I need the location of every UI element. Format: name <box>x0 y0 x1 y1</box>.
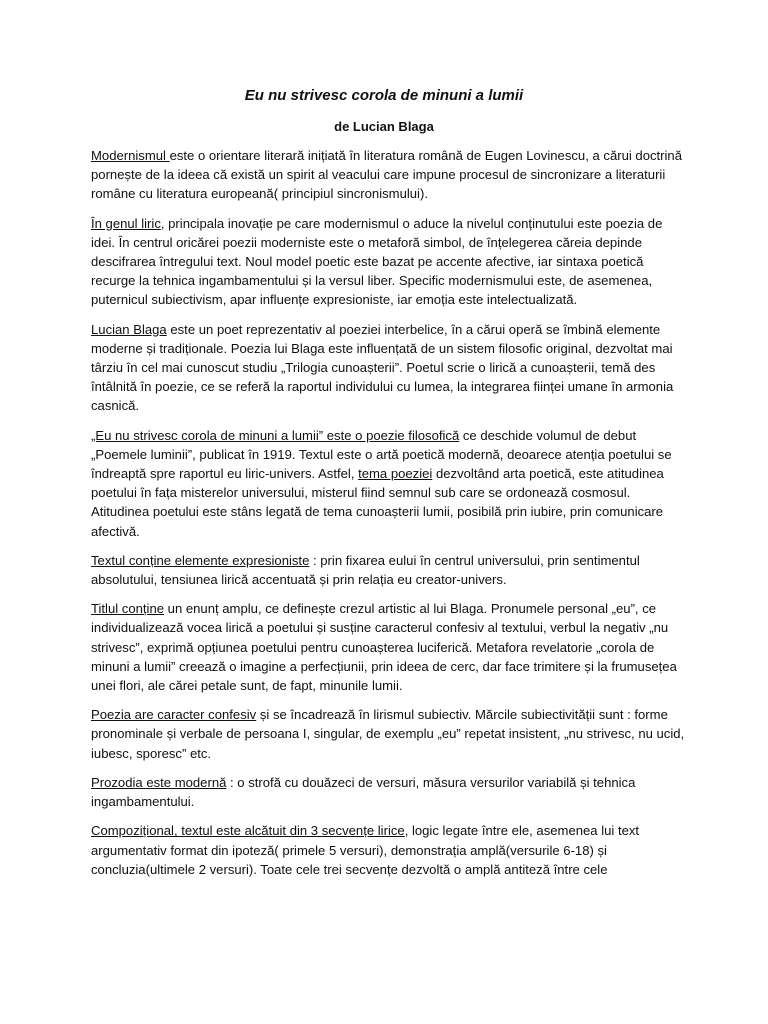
document-title: Eu nu strivesc corola de minuni a lumii <box>244 87 524 104</box>
paragraph-text: și se încadrează în lirismul subiectiv. Mărcile subiectivității sunt : forme pronominale și verbale de persoana I, singular, de exemplu „eu” repetat insistent, „nu strivesc, nu ucid, iubesc, sporesc” etc. <box>91 707 685 761</box>
paragraph <box>91 705 687 763</box>
paragraph-text: un enunț amplu, ce definește crezul artistic al lui Blaga. Pronumele personal „eu”, ce individualizează vocea lirică a poetului și susține caracterul confesiv al textului, verbul la negativ „nu strivesc”, exprimă opțiunea poetului pentru cunoașterea luciferică. Metafora revelatorie „corola de minuni a lumii” creează o imagine a perfecțiunii, prin ideea de cerc, dar face trimitere și la frumusețea unei flori, ale cărei petale sunt, de fapt, minunile lumii. <box>91 601 677 694</box>
paragraph-text: este un poet reprezentativ al poeziei interbelice, în a cărui operă se îmbină elemente moderne și tradiționale. Poezia lui Blaga este influențată de un sistem filosofic original, dezvoltat mai târziu în cel mai cunoscut studiu „Trilogia cunoașterii”. Poetul scrie o lirică a cunoașterii, temă des întâlnită în poezie, ce se referă la raportul individului cu lumea, la integrarea ființei umane în armonia casnică. <box>91 321 674 414</box>
underlined-term: Lucian Blaga <box>91 321 167 337</box>
underlined-term: Titlul conține <box>91 601 165 617</box>
underlined-term: Modernismul <box>91 148 170 163</box>
paragraph <box>91 146 687 204</box>
paragraph-text: ce deschide volumul de debut „Poemele luminii”, publicat în 1919. Textul este o artă poetică modernă, deoarece atenția poetului se îndreaptă spre raportul eu liric-univers. Astfel, <box>91 427 672 482</box>
paragraph-text: dezvoltând arta poetică, este atitudinea poetului în fața misterelor universului, misterul fiind semnul sub care se ordonează cosmosul. Atitudinea poetului este stâns legată de tema cunoașterii lumii, posibilă prin iubire, prin comunicare afectivă. <box>91 466 664 539</box>
paragraph <box>91 426 687 541</box>
paragraph <box>91 214 687 310</box>
paragraph-text: , principala inovație pe care modernismul o aduce la nivelul conținutului este poezia de idei. În centrul oricărei poezii moderniste este o metaforă simbol, de înțelegerea căreia depinde descifrarea întregului text. Noul model poetic este bazat pe accente afective, iar sintaxa poetică recurge la tehnica ingambamentului și la versul liber. Specific modernismului este, de asemenea, puternicul subiectivism, apar influențe expresioniste, iar emoția este intelectualizată. <box>91 215 663 308</box>
paragraph <box>91 599 687 695</box>
underlined-term: Prozodia este modernă <box>91 774 227 790</box>
document-author: de Lucian Blaga <box>334 119 434 134</box>
underlined-term: Textul conține elemente expresioniste <box>91 552 310 568</box>
underlined-term: Compozițional, textul este alcătuit din 3 secvențe lirice <box>91 823 405 839</box>
paragraph <box>91 773 687 811</box>
underlined-term: În genul liric <box>91 215 161 231</box>
paragraph-text: : o strofă cu douăzeci de versuri, măsura versurilor variabilă și tehnica ingambamentului. <box>91 774 636 810</box>
underlined-term: tema poeziei <box>358 466 433 482</box>
paragraph-text: este o orientare literară inițiată în literatura română de Eugen Lovinescu, a cărui doctrină pornește de la ideea că există un spirit al veacului care impune procesul de sincronizare a literaturii române cu literatura europeană( principiul sincronismului). <box>91 148 682 202</box>
underlined-term: „Eu nu strivesc corola de minuni a lumii” este o poezie filosofică <box>91 427 460 443</box>
document-body <box>91 146 687 889</box>
paragraph-text: , logic legate între ele, asemenea lui text argumentativ format din ipoteză( primele 5 versuri), demonstrația amplă(versurile 6-18) și concluzia(ultimele 2 versuri). Toate cele trei secvențe dezvoltă o amplă antiteză între cele <box>91 823 640 877</box>
paragraph-text: : prin fixarea eului în centrul universului, prin sentimentul absolutului, tensiunea lirică accentuată și prin relația eu creator-univers. <box>91 552 640 588</box>
paragraph <box>91 551 687 589</box>
paragraph <box>91 821 687 879</box>
underlined-term: Poezia are caracter confesiv <box>91 707 257 723</box>
paragraph <box>91 320 687 416</box>
